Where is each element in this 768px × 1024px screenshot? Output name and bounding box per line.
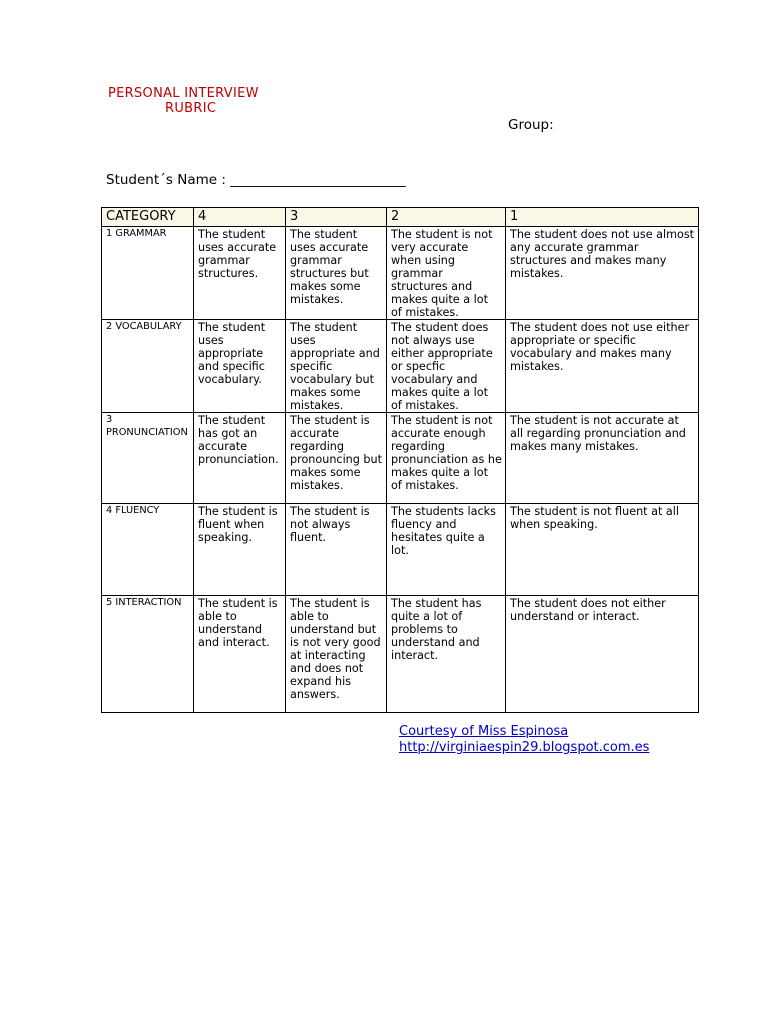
group-label: Group: [508, 117, 554, 133]
column-header-category: CATEGORY [102, 208, 194, 227]
score-3-cell: The student uses accurate grammar structures but makes some mistakes. [286, 227, 387, 320]
score-2-cell: The student has quite a lot of problems to understand and interact. [387, 596, 506, 713]
score-4-cell: The student uses accurate grammar structures. [194, 227, 286, 320]
table-row-interaction [102, 596, 699, 713]
score-4-cell: The student is fluent when speaking. [194, 504, 286, 596]
score-2-cell: The students lacks fluency and hesitates quite a lot. [387, 504, 506, 596]
footer [399, 724, 649, 756]
blog-link[interactable]: http://virginiaespin29.blogspot.com.es [399, 740, 650, 755]
score-3-cell: The student is able to understand but is not very good at interacting and does not expand his answers. [286, 596, 387, 713]
category-cell: 2 VOCABULARY [102, 320, 194, 413]
column-header-score-3: 3 [286, 208, 387, 227]
score-4-cell: The student has got an accurate pronunciation. [194, 413, 286, 504]
score-1-cell: The student does not use either appropriate or specific vocabulary and makes many mistakes. [506, 320, 699, 413]
score-2-cell: The student is not very accurate when using grammar structures and makes quite a lot of mistakes. [387, 227, 506, 320]
column-header-score-1: 1 [506, 208, 699, 227]
score-1-cell: The student is not fluent at all when speaking. [506, 504, 699, 596]
rubric-table [101, 207, 699, 713]
score-1-cell: The student does not use almost any accurate grammar structures and makes many mistakes. [506, 227, 699, 320]
score-3-cell: The student is accurate regarding pronouncing but makes some mistakes. [286, 413, 387, 504]
score-4-cell: The student uses appropriate and specific vocabulary. [194, 320, 286, 413]
score-4-cell: The student is able to understand and interact. [194, 596, 286, 713]
category-cell: 1 GRAMMAR [102, 227, 194, 320]
category-cell: 5 INTERACTION [102, 596, 194, 713]
score-3-cell: The student uses appropriate and specific vocabulary but makes some mistakes. [286, 320, 387, 413]
courtesy-link[interactable]: Courtesy of Miss Espinosa [399, 724, 569, 739]
table-row-vocabulary [102, 320, 699, 413]
column-header-score-2: 2 [387, 208, 506, 227]
score-1-cell: The student does not either understand or interact. [506, 596, 699, 713]
student-name-line: Student´s Name : __________________________ [106, 172, 406, 188]
score-3-cell: The student is not always fluent. [286, 504, 387, 596]
document-title-line1: PERSONAL INTERVIEW [108, 86, 259, 101]
category-cell: 3 PRONUNCIATION [102, 413, 194, 504]
table-header-row [102, 208, 699, 227]
table-row-grammar [102, 227, 699, 320]
document-title-line2: RUBRIC [165, 101, 217, 116]
column-header-score-4: 4 [194, 208, 286, 227]
table-row-fluency [102, 504, 699, 596]
table-row-pronunciation [102, 413, 699, 504]
score-2-cell: The student does not always use either appropriate or specfic vocabulary and makes quite a lot of mistakes. [387, 320, 506, 413]
category-cell: 4 FLUENCY [102, 504, 194, 596]
score-1-cell: The student is not accurate at all regarding pronunciation and makes many mistakes. [506, 413, 699, 504]
score-2-cell: The student is not accurate enough regarding pronunciation as he makes quite a lot of mistakes. [387, 413, 506, 504]
